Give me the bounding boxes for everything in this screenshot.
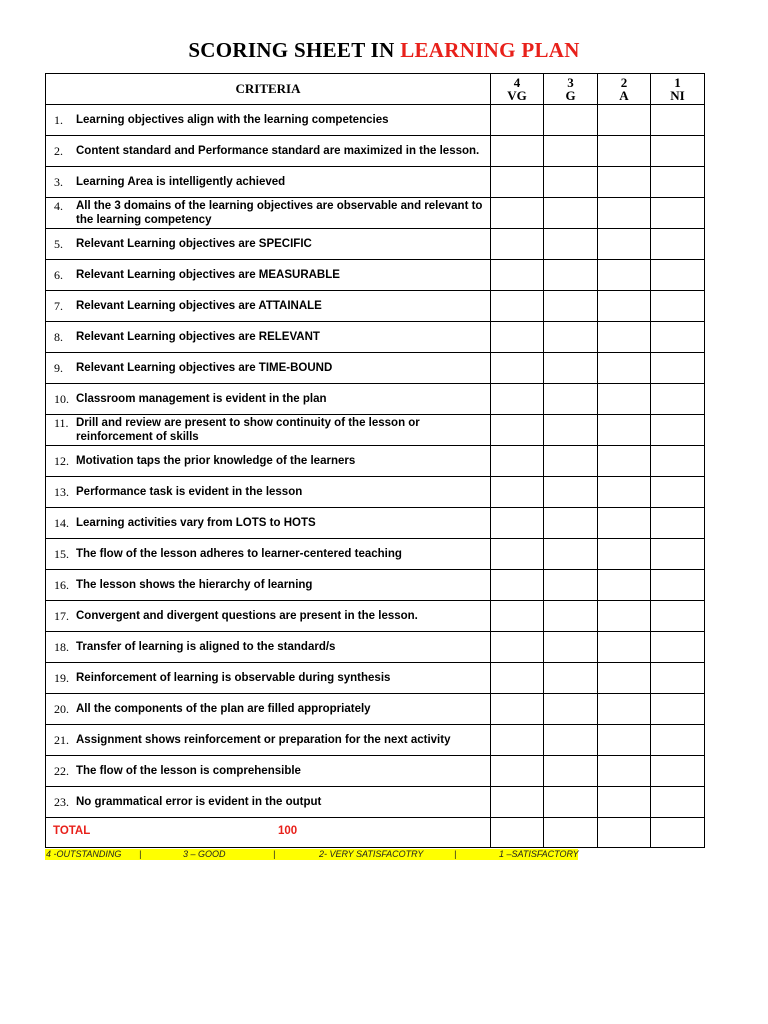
criteria-row	[46, 694, 705, 725]
criteria-row	[46, 291, 705, 322]
criteria-number: 11.	[54, 416, 69, 430]
score-cell-1[interactable]	[651, 322, 705, 353]
score-cell-1[interactable]	[651, 198, 705, 229]
score-cell-1[interactable]	[651, 446, 705, 477]
criteria-row	[46, 756, 705, 787]
criteria-row	[46, 446, 705, 477]
criteria-text: Performance task is evident in the lesson	[76, 486, 303, 498]
criteria-cell	[46, 291, 491, 322]
criteria-number: 17.	[54, 609, 69, 623]
criteria-cell	[46, 694, 491, 725]
criteria-row	[46, 353, 705, 384]
score-cell-4[interactable]	[491, 725, 544, 756]
score-cell-2[interactable]	[598, 105, 651, 136]
criteria-content	[46, 330, 490, 344]
score-cell-4[interactable]	[491, 384, 544, 415]
criteria-cell	[46, 322, 491, 353]
criteria-cell	[46, 725, 491, 756]
score-cell-1[interactable]	[651, 570, 705, 601]
score-cell-2[interactable]	[598, 322, 651, 353]
score-header-3	[544, 74, 598, 105]
score-cell-2[interactable]	[598, 353, 651, 384]
score-cell-4[interactable]	[491, 508, 544, 539]
criteria-number: 22.	[54, 764, 69, 778]
criteria-row	[46, 167, 705, 198]
score-cell-2[interactable]	[598, 725, 651, 756]
score-cell-1[interactable]	[651, 539, 705, 570]
score-cell-4[interactable]	[491, 570, 544, 601]
score-cell-1[interactable]	[651, 601, 705, 632]
criteria-cell	[46, 198, 491, 229]
score-cell-4[interactable]	[491, 787, 544, 818]
criteria-text: All the components of the plan are filled appropriately	[76, 703, 371, 715]
score-header-number: 4	[513, 75, 521, 90]
score-cell-3[interactable]	[544, 260, 598, 291]
score-cell-1[interactable]	[651, 415, 705, 446]
score-cell-4[interactable]	[491, 260, 544, 291]
criteria-cell	[46, 539, 491, 570]
criteria-number: 2.	[54, 144, 63, 158]
criteria-text: The lesson shows the hierarchy of learning	[76, 579, 313, 591]
score-cell-3[interactable]	[544, 322, 598, 353]
criteria-number: 16.	[54, 578, 69, 592]
legend-item-very-satisfactory: 2- VERY SATISFACOTRY	[319, 849, 424, 859]
criteria-number: 9.	[54, 361, 63, 375]
criteria-content	[46, 454, 490, 468]
criteria-content	[46, 361, 490, 375]
criteria-cell	[46, 663, 491, 694]
criteria-text: Learning Area is intelligently achieved	[76, 176, 286, 188]
criteria-text: No grammatical error is evident in the output	[76, 796, 322, 808]
legend-item-outstanding: 4 -OUTSTANDING	[46, 849, 122, 859]
criteria-row	[46, 663, 705, 694]
score-header-abbr: VG	[507, 88, 527, 103]
score-cell-2[interactable]	[598, 539, 651, 570]
score-cell-3[interactable]	[544, 229, 598, 260]
score-cell-4[interactable]	[491, 663, 544, 694]
criteria-number: 13.	[54, 485, 69, 499]
criteria-number: 6.	[54, 268, 63, 282]
score-cell-4[interactable]	[491, 477, 544, 508]
score-cell-2[interactable]	[598, 136, 651, 167]
score-cell-3[interactable]	[544, 291, 598, 322]
criteria-text: Relevant Learning objectives are TIME-BOUND	[76, 362, 333, 374]
score-cell-4[interactable]	[491, 818, 544, 848]
score-cell-3[interactable]	[544, 415, 598, 446]
legend-separator: |	[454, 849, 457, 859]
criteria-cell	[46, 570, 491, 601]
score-cell-2[interactable]	[598, 446, 651, 477]
criteria-number: 8.	[54, 330, 63, 344]
score-cell-2[interactable]	[598, 508, 651, 539]
score-cell-4[interactable]	[491, 229, 544, 260]
criteria-row	[46, 198, 705, 229]
score-cell-1[interactable]	[651, 105, 705, 136]
total-value: 100	[278, 825, 298, 837]
criteria-content	[46, 299, 490, 313]
criteria-content	[46, 671, 490, 685]
criteria-content	[46, 516, 490, 530]
criteria-content	[46, 175, 490, 189]
criteria-content	[46, 144, 490, 158]
score-cell-3[interactable]	[544, 663, 598, 694]
legend-separator: |	[273, 849, 276, 859]
criteria-row	[46, 415, 705, 446]
score-cell-3[interactable]	[544, 136, 598, 167]
criteria-row	[46, 136, 705, 167]
criteria-cell	[46, 446, 491, 477]
score-cell-4[interactable]	[491, 105, 544, 136]
score-cell-4[interactable]	[491, 632, 544, 663]
criteria-row	[46, 632, 705, 663]
score-cell-4[interactable]	[491, 322, 544, 353]
score-cell-3[interactable]	[544, 632, 598, 663]
score-cell-2[interactable]	[598, 415, 651, 446]
criteria-cell	[46, 756, 491, 787]
score-cell-1[interactable]	[651, 694, 705, 725]
criteria-cell	[46, 105, 491, 136]
score-cell-2[interactable]	[598, 384, 651, 415]
criteria-row	[46, 322, 705, 353]
score-cell-2[interactable]	[598, 291, 651, 322]
score-cell-1[interactable]	[651, 632, 705, 663]
criteria-row	[46, 601, 705, 632]
legend-item-satisfactory: 1 –SATISFACTORY	[499, 849, 579, 859]
criteria-cell	[46, 508, 491, 539]
score-cell-3[interactable]	[544, 353, 598, 384]
criteria-cell	[46, 229, 491, 260]
criteria-text: Classroom management is evident in the plan	[76, 393, 327, 405]
criteria-row	[46, 787, 705, 818]
criteria-number: 23.	[54, 795, 69, 809]
score-cell-1[interactable]	[651, 229, 705, 260]
criteria-cell	[46, 167, 491, 198]
criteria-text: Drill and review are present to show continuity of the lesson or reinforcement of skills	[76, 417, 420, 443]
criteria-number: 14.	[54, 516, 69, 530]
score-cell-2[interactable]	[598, 260, 651, 291]
criteria-row	[46, 260, 705, 291]
criteria-text: Learning activities vary from LOTS to HOTS	[76, 517, 316, 529]
criteria-cell	[46, 384, 491, 415]
score-cell-3[interactable]	[544, 384, 598, 415]
score-cell-3[interactable]	[544, 725, 598, 756]
criteria-cell	[46, 353, 491, 384]
score-cell-3[interactable]	[544, 694, 598, 725]
score-cell-2[interactable]	[598, 663, 651, 694]
criteria-text: Relevant Learning objectives are RELEVANT	[76, 331, 320, 343]
criteria-text: Convergent and divergent questions are present in the lesson.	[76, 610, 418, 622]
score-cell-1[interactable]	[651, 756, 705, 787]
criteria-cell	[46, 260, 491, 291]
criteria-number: 4.	[54, 199, 63, 213]
score-header-4	[491, 74, 544, 105]
criteria-number: 7.	[54, 299, 63, 313]
score-cell-3[interactable]	[544, 105, 598, 136]
criteria-content	[46, 485, 490, 499]
title-highlight: LEARNING PLAN	[400, 38, 580, 62]
criteria-content	[46, 764, 490, 778]
criteria-number: 10.	[54, 392, 69, 406]
score-cell-3[interactable]	[544, 756, 598, 787]
score-cell-2[interactable]	[598, 477, 651, 508]
header-row	[46, 74, 705, 105]
criteria-content	[46, 702, 490, 716]
criteria-number: 15.	[54, 547, 69, 561]
score-cell-4[interactable]	[491, 291, 544, 322]
score-cell-3[interactable]	[544, 167, 598, 198]
score-cell-1[interactable]	[651, 167, 705, 198]
criteria-row	[46, 477, 705, 508]
criteria-row	[46, 105, 705, 136]
scoring-table	[45, 73, 705, 848]
score-cell-1[interactable]	[651, 725, 705, 756]
criteria-text: Relevant Learning objectives are SPECIFIC	[76, 238, 312, 250]
criteria-header: CRITERIA	[46, 74, 491, 105]
criteria-text: The flow of the lesson is comprehensible	[76, 765, 301, 777]
score-header-number: 2	[620, 75, 628, 90]
score-cell-1[interactable]	[651, 508, 705, 539]
criteria-text: Relevant Learning objectives are ATTAINALE	[76, 300, 322, 312]
page-title	[0, 38, 768, 63]
score-cell-1[interactable]	[651, 477, 705, 508]
criteria-row	[46, 539, 705, 570]
criteria-number: 19.	[54, 671, 69, 685]
criteria-content	[46, 416, 490, 444]
criteria-number: 5.	[54, 237, 63, 251]
criteria-content	[46, 392, 490, 406]
criteria-text: All the 3 domains of the learning objectives are observable and relevant to the learning competency	[76, 200, 483, 226]
score-header-abbr: A	[619, 88, 629, 103]
criteria-content	[46, 640, 490, 654]
score-cell-3[interactable]	[544, 198, 598, 229]
criteria-content	[46, 795, 490, 809]
criteria-cell	[46, 601, 491, 632]
criteria-cell	[46, 632, 491, 663]
criteria-number: 1.	[54, 113, 63, 127]
score-cell-3[interactable]	[544, 601, 598, 632]
criteria-content	[46, 113, 490, 127]
criteria-content	[46, 547, 490, 561]
score-cell-3[interactable]	[544, 508, 598, 539]
score-cell-3[interactable]	[544, 477, 598, 508]
criteria-row	[46, 384, 705, 415]
criteria-cell	[46, 415, 491, 446]
score-cell-1[interactable]	[651, 787, 705, 818]
score-cell-4[interactable]	[491, 756, 544, 787]
score-header-number: 3	[567, 75, 574, 90]
score-cell-2[interactable]	[598, 167, 651, 198]
score-cell-2[interactable]	[598, 632, 651, 663]
criteria-number: 3.	[54, 175, 63, 189]
score-header-abbr: NI	[670, 88, 685, 103]
score-cell-4[interactable]	[491, 353, 544, 384]
score-cell-1[interactable]	[651, 384, 705, 415]
criteria-content	[46, 268, 490, 282]
score-header-number: 1	[674, 75, 681, 90]
score-cell-1[interactable]	[651, 663, 705, 694]
criteria-number: 18.	[54, 640, 69, 654]
score-cell-2[interactable]	[598, 787, 651, 818]
score-cell-4[interactable]	[491, 415, 544, 446]
score-cell-4[interactable]	[491, 446, 544, 477]
criteria-text: Learning objectives align with the learning competencies	[76, 114, 389, 126]
score-cell-4[interactable]	[491, 167, 544, 198]
criteria-content	[46, 609, 490, 623]
score-cell-2[interactable]	[598, 570, 651, 601]
total-label: TOTAL	[53, 825, 91, 837]
criteria-text: Transfer of learning is aligned to the standard/s	[76, 641, 336, 653]
score-cell-1[interactable]	[651, 291, 705, 322]
score-cell-2[interactable]	[598, 229, 651, 260]
criteria-number: 21.	[54, 733, 69, 747]
score-cell-4[interactable]	[491, 694, 544, 725]
score-cell-4[interactable]	[491, 539, 544, 570]
score-cell-3[interactable]	[544, 818, 598, 848]
criteria-cell	[46, 477, 491, 508]
rating-legend	[45, 849, 578, 860]
criteria-number: 12.	[54, 454, 69, 468]
score-cell-3[interactable]	[544, 446, 598, 477]
total-cell	[46, 818, 491, 848]
legend-item-good: 3 – GOOD	[183, 849, 226, 859]
score-cell-2[interactable]	[598, 198, 651, 229]
total-row	[46, 818, 705, 848]
score-cell-3[interactable]	[544, 570, 598, 601]
score-cell-4[interactable]	[491, 136, 544, 167]
score-cell-1[interactable]	[651, 818, 705, 848]
criteria-text: The flow of the lesson adheres to learner-centered teaching	[76, 548, 402, 560]
score-cell-1[interactable]	[651, 260, 705, 291]
criteria-list	[46, 105, 705, 818]
criteria-row	[46, 725, 705, 756]
criteria-text: Relevant Learning objectives are MEASURABLE	[76, 269, 340, 281]
criteria-text: Motivation taps the prior knowledge of the learners	[76, 455, 356, 467]
criteria-row	[46, 570, 705, 601]
criteria-text: Assignment shows reinforcement or preparation for the next activity	[76, 734, 451, 746]
score-cell-2[interactable]	[598, 694, 651, 725]
score-header-2	[598, 74, 651, 105]
score-cell-2[interactable]	[598, 601, 651, 632]
score-header-1	[651, 74, 705, 105]
criteria-text: Reinforcement of learning is observable during synthesis	[76, 672, 391, 684]
score-cell-3[interactable]	[544, 787, 598, 818]
criteria-row	[46, 508, 705, 539]
score-cell-2[interactable]	[598, 756, 651, 787]
criteria-number: 20.	[54, 702, 69, 716]
score-cell-4[interactable]	[491, 198, 544, 229]
criteria-content	[46, 578, 490, 592]
criteria-row	[46, 229, 705, 260]
title-text: SCORING SHEET IN	[188, 38, 401, 62]
score-cell-1[interactable]	[651, 136, 705, 167]
score-cell-2[interactable]	[598, 818, 651, 848]
score-header-abbr: G	[565, 88, 576, 103]
score-cell-4[interactable]	[491, 601, 544, 632]
score-cell-1[interactable]	[651, 353, 705, 384]
criteria-content	[46, 237, 490, 251]
criteria-text: Content standard and Performance standard are maximized in the lesson.	[76, 145, 480, 157]
criteria-cell	[46, 136, 491, 167]
legend-separator: |	[139, 849, 142, 859]
score-cell-3[interactable]	[544, 539, 598, 570]
criteria-content	[46, 199, 490, 227]
criteria-content	[46, 733, 490, 747]
criteria-cell	[46, 787, 491, 818]
